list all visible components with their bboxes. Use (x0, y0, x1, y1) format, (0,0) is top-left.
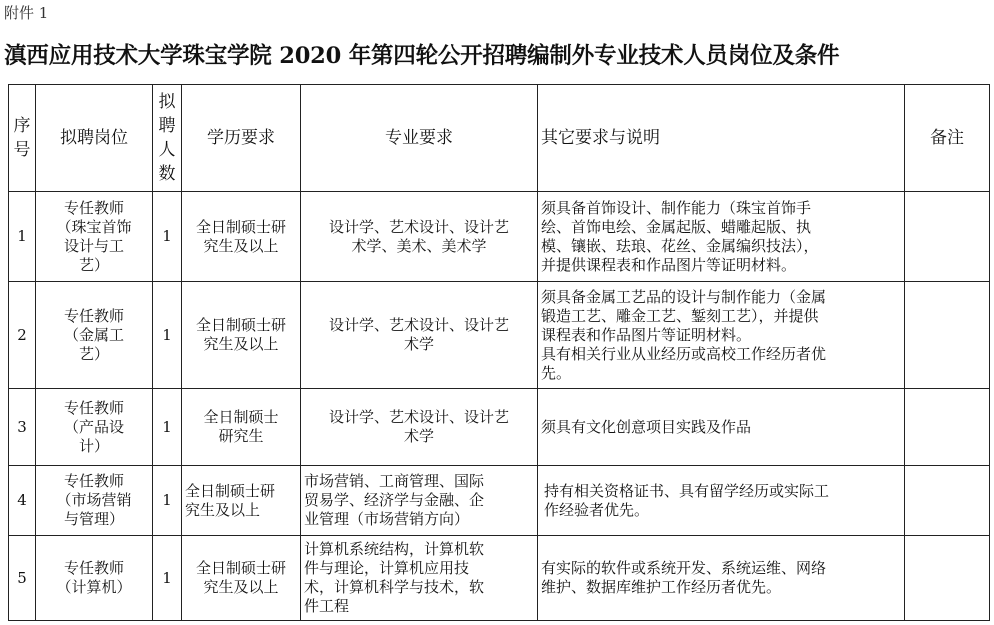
cell-other: 须具有文化创意项目实践及作品 (538, 389, 905, 466)
cell-position: 专任教师 （产品设 计） (36, 389, 153, 466)
cell-count: 1 (153, 389, 182, 466)
positions-table (8, 84, 990, 621)
cell-seq: 1 (9, 192, 36, 282)
cell-major: 设计学、艺术设计、设计艺 术学 (301, 282, 538, 389)
header-major: 专业要求 (301, 85, 538, 192)
cell-education: 全日制硕士研 究生及以上 (182, 192, 301, 282)
cell-remarks (905, 389, 990, 466)
header-count: 拟 聘 人 数 (153, 85, 182, 192)
header-seq: 序 号 (9, 85, 36, 192)
header-remarks: 备注 (905, 85, 990, 192)
cell-education: 全日制硕士 研究生 (182, 389, 301, 466)
cell-education: 全日制硕士研 究生及以上 (182, 466, 301, 536)
header-position: 拟聘岗位 (36, 85, 153, 192)
cell-major: 设计学、艺术设计、设计艺 术学、美术、美术学 (301, 192, 538, 282)
cell-position: 专任教师 （珠宝首饰 设计与工 艺） (36, 192, 153, 282)
cell-remarks (905, 536, 990, 621)
cell-position: 专任教师 （金属工 艺） (36, 282, 153, 389)
cell-seq: 2 (9, 282, 36, 389)
cell-remarks (905, 192, 990, 282)
cell-major: 计算机系统结构，计算机软 件与理论，计算机应用技 术，计算机科学与技术，软 件工程 (301, 536, 538, 621)
cell-other: 持有相关资格证书、具有留学经历或实际工 作经验者优先。 (538, 466, 905, 536)
cell-major: 设计学、艺术设计、设计艺 术学 (301, 389, 538, 466)
table-row (9, 536, 990, 621)
cell-position: 专任教师 （计算机） (36, 536, 153, 621)
cell-seq: 4 (9, 466, 36, 536)
table-row (9, 282, 990, 389)
cell-remarks (905, 466, 990, 536)
cell-remarks (905, 282, 990, 389)
cell-count: 1 (153, 192, 182, 282)
cell-other: 须具备金属工艺品的设计与制作能力（金属 锻造工艺、雕金工艺、錾刻工艺），并提供 课程表和作品图片等证明材料。 具有相关行业从业经历或高校工作经历者优 先。 (538, 282, 905, 389)
cell-position: 专任教师 （市场营销 与管理） (36, 466, 153, 536)
table-row (9, 466, 990, 536)
cell-seq: 5 (9, 536, 36, 621)
cell-education: 全日制硕士研 究生及以上 (182, 282, 301, 389)
header-education: 学历要求 (182, 85, 301, 192)
cell-count: 1 (153, 282, 182, 389)
table-row (9, 192, 990, 282)
cell-major: 市场营销、工商管理、国际 贸易学、经济学与金融、企 业管理（市场营销方向） (301, 466, 538, 536)
table-row (9, 389, 990, 466)
cell-count: 1 (153, 466, 182, 536)
attachment-label: 附件 1 (4, 4, 49, 22)
cell-other: 有实际的软件或系统开发、系统运维、网络 维护、数据库维护工作经历者优先。 (538, 536, 905, 621)
cell-education: 全日制硕士研 究生及以上 (182, 536, 301, 621)
cell-seq: 3 (9, 389, 36, 466)
page-title: 滇西应用技术大学珠宝学院 2020 年第四轮公开招聘编制外专业技术人员岗位及条件 (4, 43, 840, 69)
cell-count: 1 (153, 536, 182, 621)
header-other: 其它要求与说明 (538, 85, 905, 192)
table-header-row (9, 85, 990, 192)
cell-other: 须具备首饰设计、制作能力（珠宝首饰手 绘、首饰电绘、金属起版、蜡雕起版、执 模、镶嵌、珐琅、花丝、金属编织技法）， 并提供课程表和作品图片等证明材料。 (538, 192, 905, 282)
